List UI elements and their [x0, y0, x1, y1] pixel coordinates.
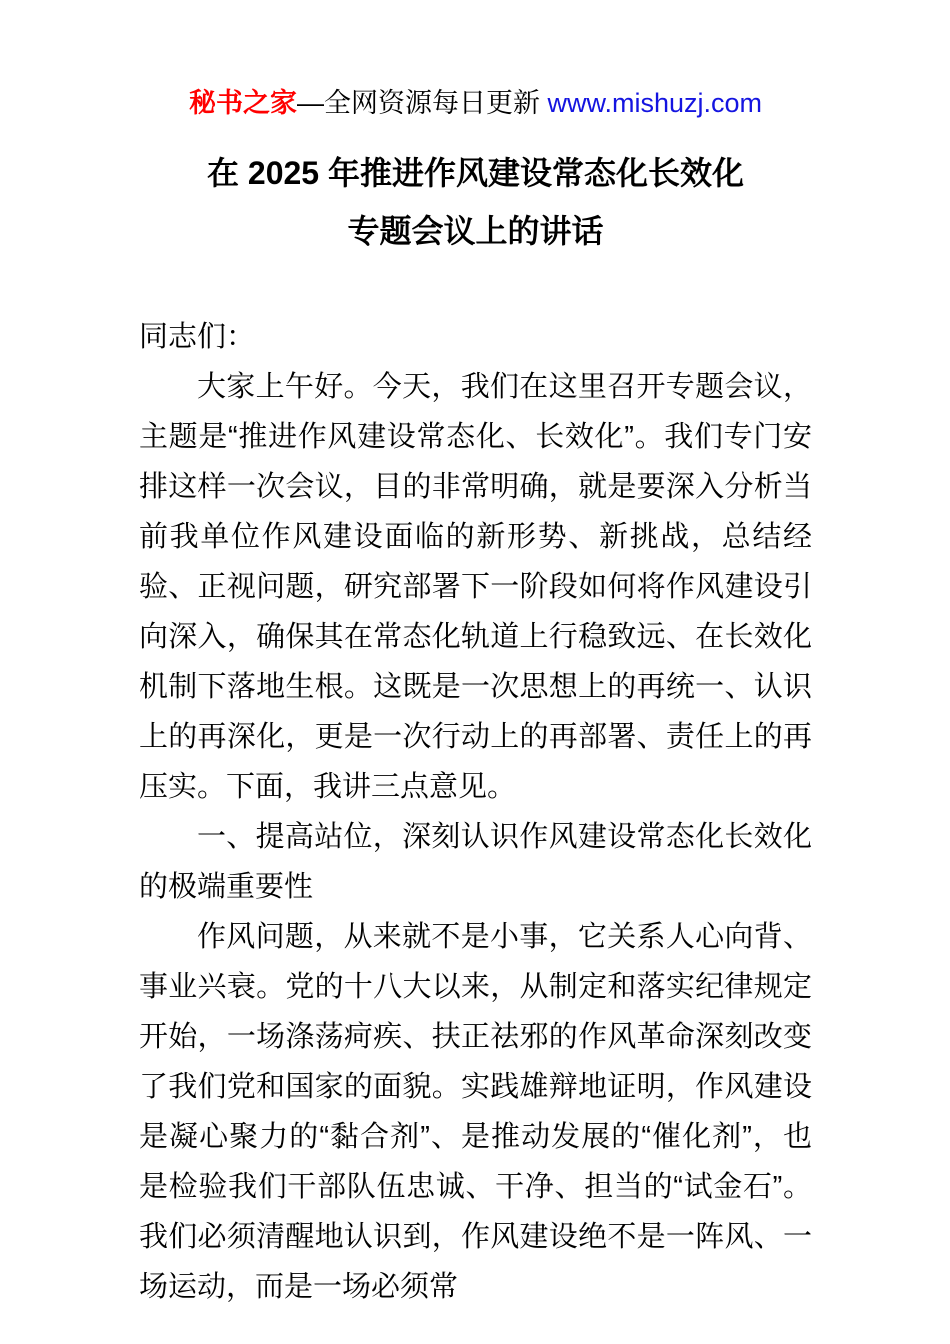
- document-title: [139, 144, 812, 260]
- site-header: [139, 84, 812, 122]
- section-heading-1: 一、提高站位，深刻认识作风建设常态化长效化的极端重要性: [139, 821, 812, 903]
- document-body: [139, 312, 812, 1312]
- site-tagline: —全网资源每日更新: [296, 88, 548, 118]
- salutation: 同志们：: [139, 321, 256, 353]
- paragraph-section-1-body: 作风问题，从来就不是小事，它关系人心向背、事业兴衰。党的十八大以来，从制定和落实纪律规定开始，一场涤荡疴疾、扶正祛邪的作风革命深刻改变了我们党和国家的面貌。实践雄辩地证明，作风建设是凝心聚力的“黏合剂”、是推动发展的“催化剂”，也是检验我们干部队伍忠诚、干净、担当的“试金石”。我们必须清醒地认识到，作风建设绝不是一阵风、一场运动，而是一场必须常: [139, 921, 812, 1303]
- document-title-line-1: 在 2025 年推进作风建设常态化长效化: [207, 155, 744, 191]
- site-brand: 秘书之家: [188, 88, 297, 118]
- site-url-link[interactable]: www.mishuzj.com: [547, 88, 763, 118]
- document-title-line-2: 专题会议上的讲话: [347, 213, 604, 249]
- paragraph-intro: 大家上午好。今天，我们在这里召开专题会议，主题是“推进作风建设常态化、长效化”。我们专门安排这样一次会议，目的非常明确，就是要深入分析当前我单位作风建设面临的新形势、新挑战，总结经验、正视问题，研究部署下一阶段如何将作风建设引向深入，确保其在常态化轨道上行稳致远、在长效化机制下落地生根。这既是一次思想上的再统一、认识上的再深化，更是一次行动上的再部署、责任上的再压实。下面，我讲三点意见。: [139, 371, 812, 803]
